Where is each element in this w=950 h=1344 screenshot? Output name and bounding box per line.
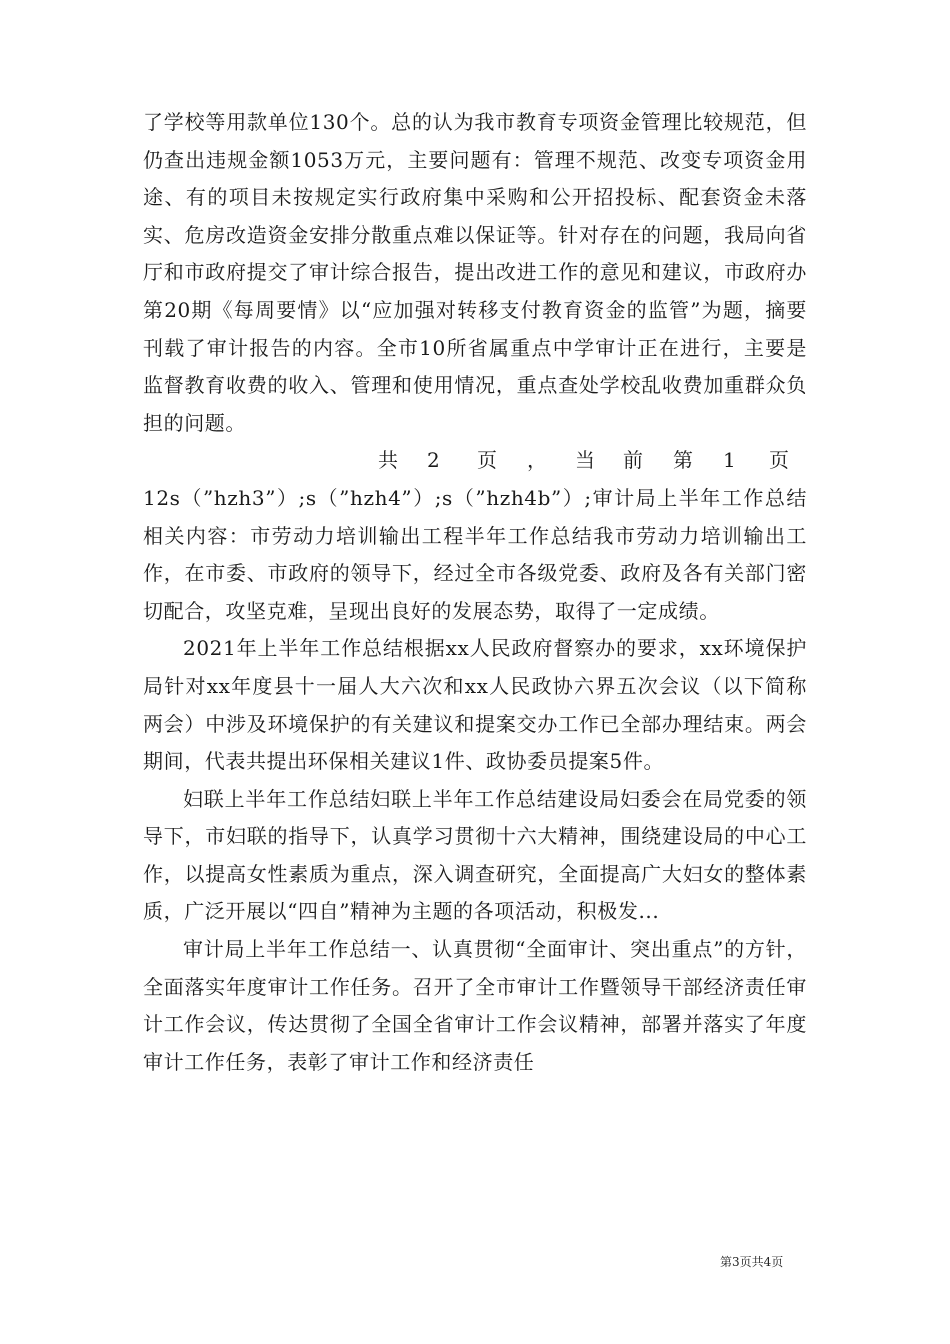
- page-indicator-di: 第: [673, 448, 693, 473]
- paragraph-environment-2021: 2021年上半年工作总结根据xx人民政府督察办的要求，xx环境保护局针对xx年度县十一届人大六次和xx人民政协六界五次会议（以下简称两会）中涉及环境保护的有关建议和提案交办工作已全部办理结束。两会期间，代表共提出环保相关建议1件、政协委员提案5件。: [143, 636, 807, 774]
- page-indicator-total: 2: [427, 448, 440, 473]
- paragraph-audit-bureau: 审计局上半年工作总结一、认真贯彻“全面审计、突出重点”的方针，全面落实年度审计工作任务。召开了全市审计工作暨领导干部经济责任审计工作会议，传达贯彻了全国全省审计工作会议精神，部署并落实了年度审计工作任务，表彰了审计工作和经济责任: [143, 937, 807, 1074]
- page-indicator-ye2: 页: [769, 448, 789, 473]
- page-indicator-gong: 共: [378, 448, 398, 473]
- page-indicator-ye: 页: [477, 448, 497, 473]
- page-footer: 第3页共4页: [720, 1255, 784, 1269]
- page-indicator-qian: 前: [623, 448, 643, 473]
- document-body: [143, 104, 807, 1081]
- paragraph-education-audit: 了学校等用款单位130个。总的认为我市教育专项资金管理比较规范，但仍查出违规金额1053万元，主要问题有：管理不规范、改变专项资金用途、有的项目未按规定实行政府集中采购和公开招投标、配套资金未落实、危房改造资金安排分散重点难以保证等。针对存在的问题，我局向省厅和市政府提交了审计综合报告，提出改进工作的意见和建议，市政府办第20期《每周要情》以“应加强对转移支付教育资金的监管”为题，摘要刊载了审计报告的内容。全市10所省属重点中学审计正在进行，主要是监督教育收费的收入、管理和使用情况，重点查处学校乱收费加重群众负担的问题。: [143, 110, 807, 435]
- paragraph-labor-training: 12s（”hzh3”）;s（”hzh4”）;s（”hzh4b”）;审计局上半年工作总结相关内容：市劳动力培训输出工程半年工作总结我市劳动力培训输出工作，在市委、市政府的领导下，经过全市各级党委、政府及各有关部门密切配合，攻坚克难，呈现出良好的发展态势，取得了一定成绩。: [143, 485, 807, 623]
- paragraph-womens-federation: 妇联上半年工作总结妇联上半年工作总结建设局妇委会在局党委的领导下，市妇联的指导下，认真学习贯彻十六大精神，围绕建设局的中心工作，以提高女性素质为重点，深入调查研究，全面提高广大妇女的整体素质，广泛开展以“四自”精神为主题的各项活动，积极发...: [143, 786, 807, 924]
- page-indicator-comma: ，: [527, 448, 547, 473]
- page-indicator: [143, 442, 807, 480]
- page-indicator-current: 1: [723, 448, 736, 473]
- page-indicator-dang: 当: [575, 448, 595, 473]
